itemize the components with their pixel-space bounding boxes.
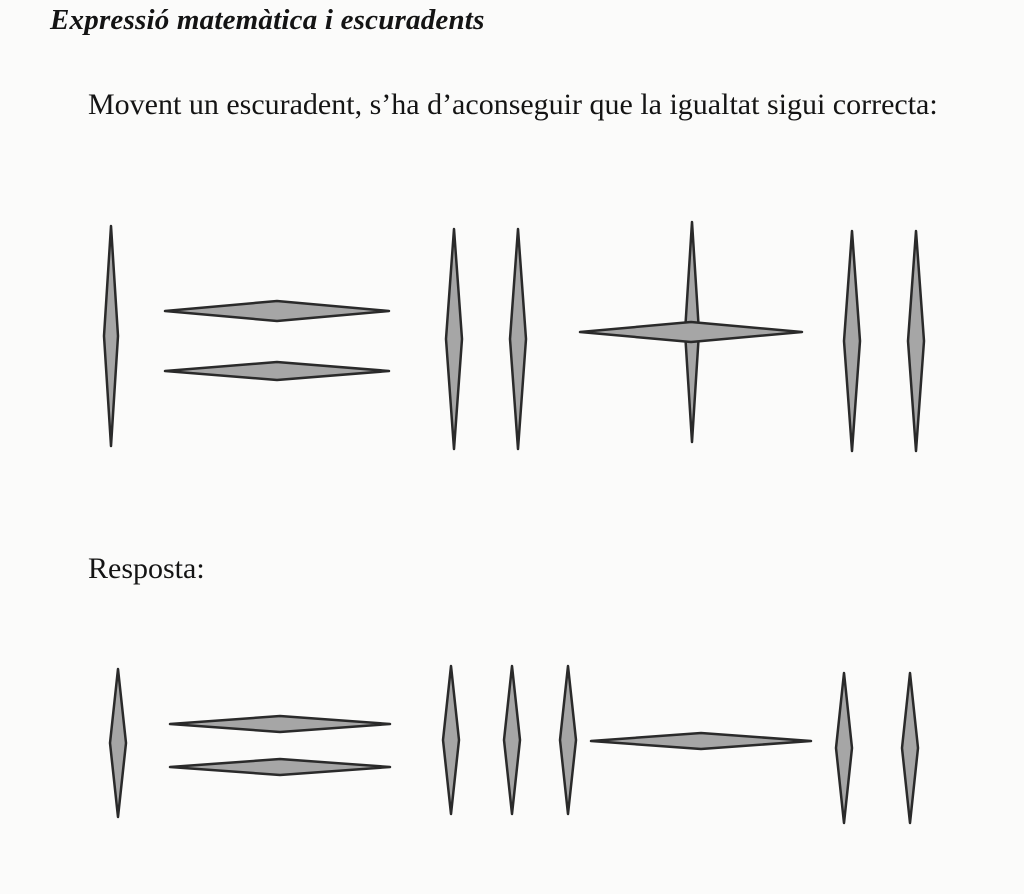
puzzle-figure [0,200,1024,470]
toothpick-vertical [504,666,520,814]
toothpick-vertical [110,669,126,817]
toothpick-vertical [908,231,924,451]
toothpick-vertical [836,673,852,823]
toothpick-horizontal [170,716,390,732]
toothpick-vertical [844,231,860,451]
toothpick-vertical [902,673,918,823]
toothpick-vertical [510,229,526,449]
answer-label: Resposta: [88,552,205,585]
problem-instruction: Movent un escuradent, s’ha d’aconseguir que la igualtat sigui correcta: [88,88,938,121]
page-title: Expressió matemàtica i escuradents [50,4,485,36]
toothpick-vertical [560,666,576,814]
toothpick-vertical [104,226,118,446]
toothpick-vertical [446,229,462,449]
toothpick-vertical [443,666,459,814]
toothpick-horizontal [170,759,390,775]
toothpick-horizontal [165,301,389,321]
answer-figure [0,660,1024,830]
toothpick-horizontal [580,322,802,342]
toothpick-horizontal [591,733,811,749]
toothpick-horizontal [165,362,389,380]
